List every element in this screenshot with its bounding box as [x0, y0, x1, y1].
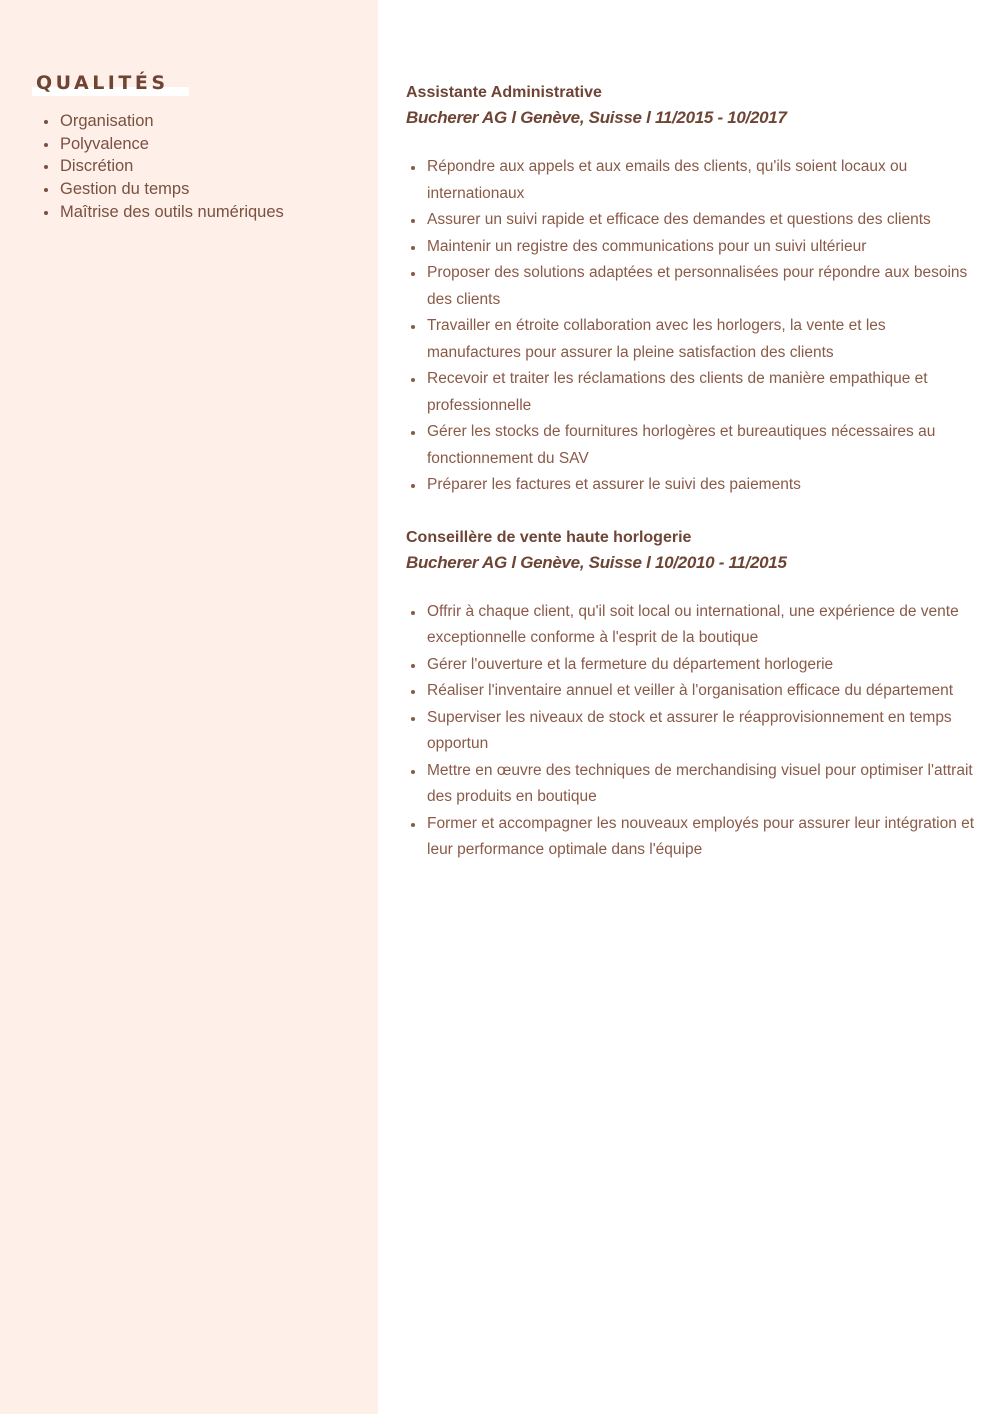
duty-item: Proposer des solutions adaptées et personnalisées pour répondre aux besoins des clients [406, 260, 976, 313]
quality-item: Gestion du temps [40, 178, 284, 201]
duty-item: Gérer l'ouverture et la fermeture du département horlogerie [406, 652, 976, 679]
quality-item: Organisation [40, 110, 284, 133]
duty-item: Préparer les factures et assurer le suivi des paiements [406, 472, 976, 499]
qualities-heading: QUALITÉS [36, 72, 175, 94]
duty-item: Offrir à chaque client, qu'il soit local ou international, une expérience de vente exceptionnelle conforme à l'esprit de la boutique [406, 599, 976, 652]
qualities-list [40, 110, 284, 224]
experience-section [406, 82, 976, 892]
duty-item: Maintenir un registre des communications pour un suivi ultérieur [406, 234, 976, 261]
duty-item: Réaliser l'inventaire annuel et veiller à l'organisation efficace du département [406, 678, 976, 705]
job-employer-dates: Bucherer AG l Genève, Suisse l 11/2015 - 10/2017 [406, 108, 787, 127]
job-title: Assistante Administrative [406, 84, 602, 101]
duty-item: Mettre en œuvre des techniques de merchandising visuel pour optimiser l'attrait des produits en boutique [406, 758, 976, 811]
quality-item: Discrétion [40, 155, 284, 178]
job-duties-list [406, 599, 976, 864]
duty-item: Assurer un suivi rapide et efficace des demandes et questions des clients [406, 207, 976, 234]
job-entry-assistant [406, 82, 976, 499]
job-duties-list [406, 154, 976, 499]
duty-item: Répondre aux appels et aux emails des clients, qu'ils soient locaux ou internationaux [406, 154, 976, 207]
duty-item: Travailler en étroite collaboration avec les horlogers, la vente et les manufactures pour assurer la pleine satisfaction des clients [406, 313, 976, 366]
duty-item: Gérer les stocks de fournitures horlogères et bureautiques nécessaires au fonctionnement du SAV [406, 419, 976, 472]
sidebar [0, 0, 378, 1414]
job-employer-dates: Bucherer AG l Genève, Suisse l 10/2010 - 11/2015 [406, 552, 787, 572]
duty-item: Former et accompagner les nouveaux employés pour assurer leur intégration et leur performance optimale dans l'équipe [406, 811, 976, 864]
job-entry-sales-advisor [406, 527, 976, 864]
quality-item: Polyvalence [40, 133, 284, 156]
duty-item: Superviser les niveaux de stock et assurer le réapprovisionnement en temps opportun [406, 705, 976, 758]
job-title: Conseillère de vente haute horlogerie [406, 528, 692, 546]
duty-item: Recevoir et traiter les réclamations des clients de manière empathique et professionnelle [406, 366, 976, 419]
quality-item: Maîtrise des outils numériques [40, 201, 284, 224]
